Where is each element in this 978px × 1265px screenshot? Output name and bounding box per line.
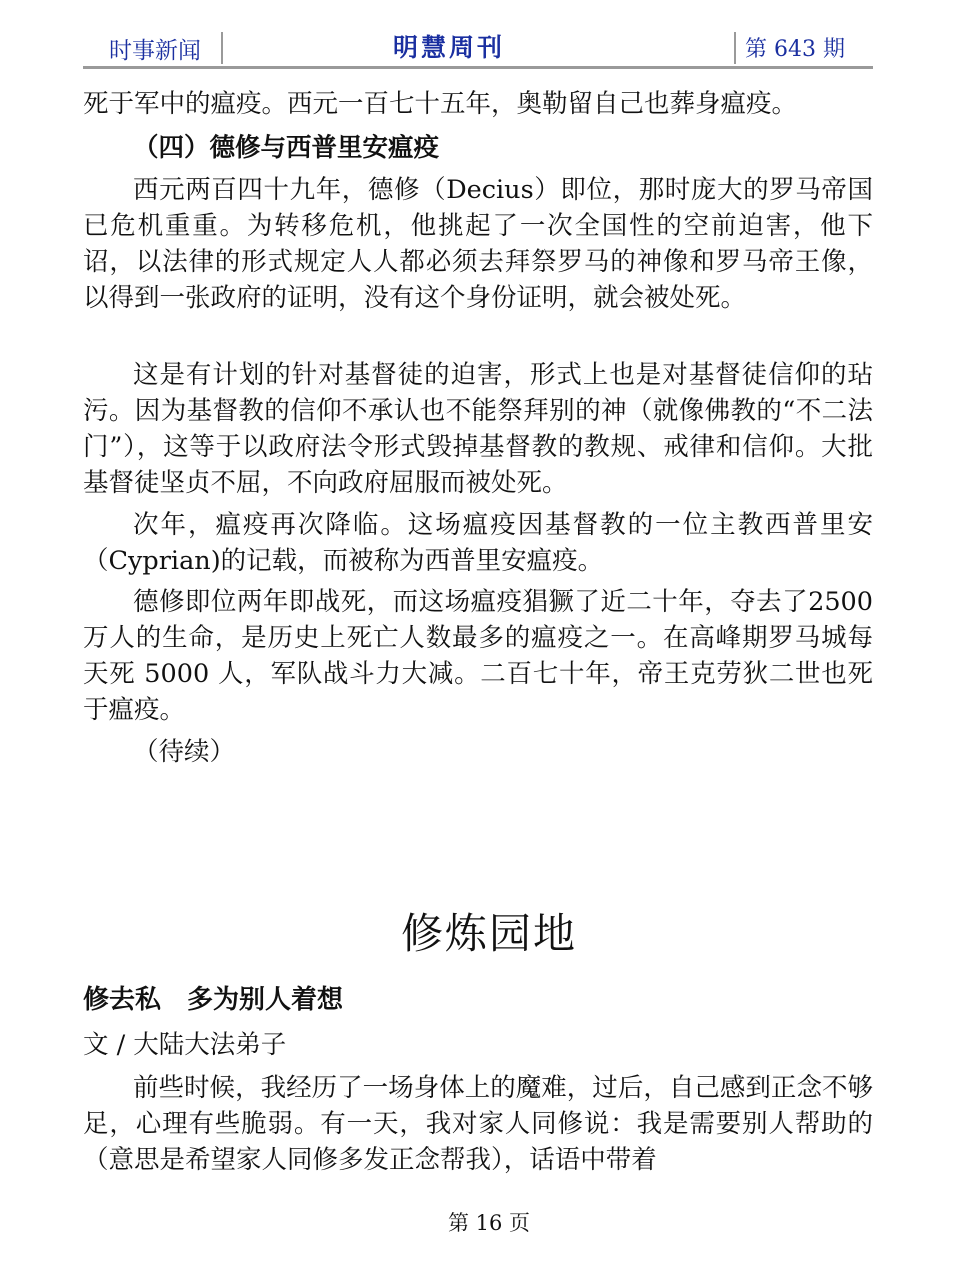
paragraph: 次年，瘟疫再次降临。这场瘟疫因基督教的一位主教西普里安（Cyprian)的记载，而被称为西普里安瘟疫。: [83, 510, 873, 576]
paragraph: 西元两百四十九年，德修（Decius）即位，那时庞大的罗马帝国已危机重重。为转移危机，他挑起了一次全国性的空前迫害，他下诏，以法律的形式规定人人都必须去拜祭罗马的神像和罗马帝王像，以得到一张政府的证明，没有这个身份证明，就会被处死。: [83, 175, 873, 313]
continued-text: 死于军中的瘟疫。西元一百七十五年，奥勒留自己也葬身瘟疫。: [83, 89, 798, 119]
header-divider-left: [221, 32, 223, 64]
header-divider-right: [734, 32, 736, 64]
section-title: 修炼园地: [400, 909, 577, 958]
header-rule: [83, 66, 873, 69]
section-subheading: （四）德修与西普里安瘟疫: [133, 133, 440, 163]
article-title: 修去私 多为别人着想: [83, 985, 344, 1015]
header-issue-number: 第 643 期: [745, 37, 845, 62]
paragraph: 这是有计划的针对基督徒的迫害，形式上也是对基督徒信仰的玷污。因为基督教的信仰不承认也不能祭拜别的神（就像佛教的“不二法门”），这等于以政府法令形式毁掉基督教的教规、戒律和信仰。大批基督徒坚贞不屈，不向政府屈服而被处死。: [83, 360, 873, 498]
page-header: [83, 28, 873, 66]
page-number: 第 16 页: [447, 1211, 531, 1235]
header-section-name: 时事新闻: [109, 38, 201, 64]
paragraph: 德修即位两年即战死，而这场瘟疫猖獗了近二十年，夺去了2500 万人的生命，是历史上死亡人数最多的瘟疫之一。在高峰期罗马城每天死 5000 人，军队战斗力大减。二百七十年，帝王克劳狄二世也死于瘟疫。: [83, 587, 873, 725]
article-byline: 文 / 大陆大法弟子: [83, 1030, 287, 1060]
article-paragraph: 前些时候，我经历了一场身体上的魔难，过后，自己感到正念不够足，心理有些脆弱。有一天，我对家人同修说：我是需要别人帮助的（意思是希望家人同修多发正念帮我），话语中带着: [83, 1073, 873, 1175]
header-masthead: 明慧周刊: [393, 33, 506, 62]
to-be-continued: （待续）: [133, 737, 236, 767]
